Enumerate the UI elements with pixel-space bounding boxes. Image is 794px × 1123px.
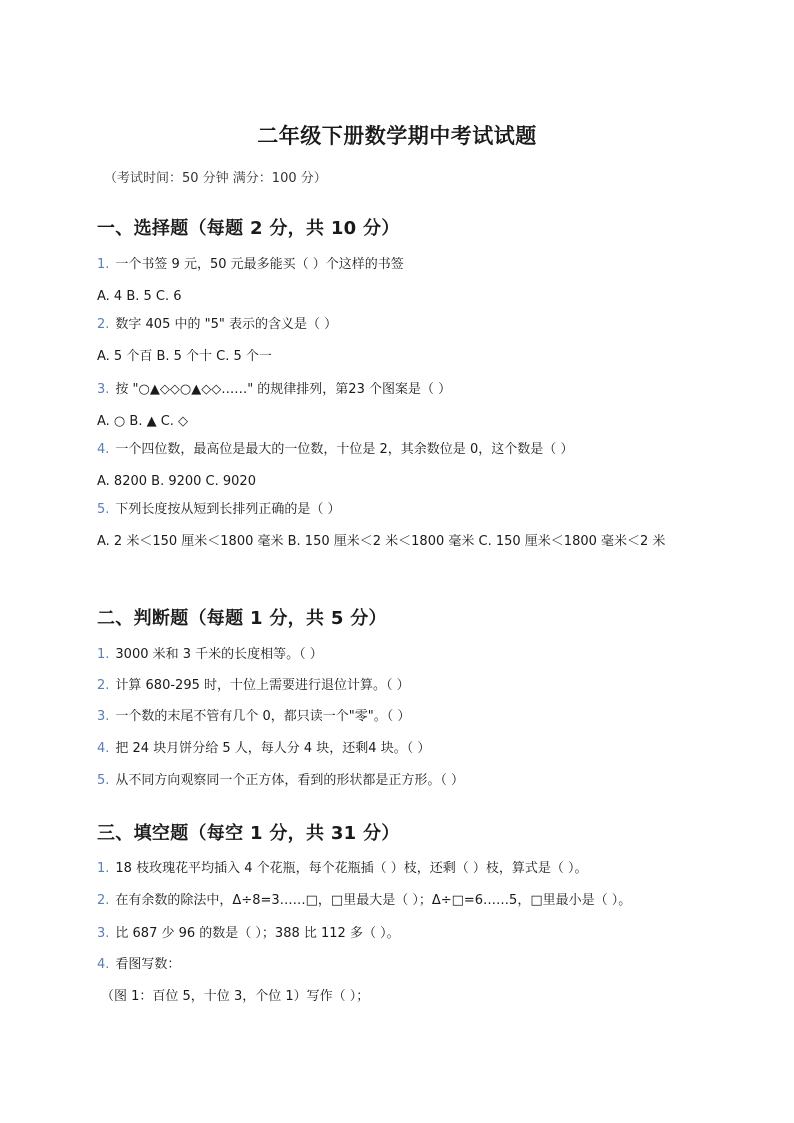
- options-1-2: A. 5 个百 B. 5 个十 C. 5 个一: [97, 349, 272, 364]
- options-1-4: A. 8200 B. 9200 C. 9020: [97, 474, 256, 489]
- question-text: 按 "○▲◇◇○▲◇◇……" 的规律排列，第23 个图案是（ ）: [115, 382, 452, 397]
- page-title: 二年级下册数学期中考试试题: [257, 124, 537, 148]
- options-1-1: A. 4 B. 5 C. 6: [97, 289, 182, 304]
- question-number: 1.: [97, 257, 110, 272]
- question-number: 3.: [97, 926, 110, 941]
- question-text: 一个四位数，最高位是最大的一位数，十位是 2，其余数位是 0，这个数是（ ）: [115, 442, 574, 457]
- question-text: 一个数的末尾不管有几个 0，都只读一个"零"。（ ）: [115, 709, 411, 724]
- question-2-2: [97, 677, 410, 695]
- question-text: 在有余数的除法中，Δ÷8=3……□，□里最大是（ ）；Δ÷□=6……5，□里最小是（ ）。: [115, 893, 632, 908]
- options-1-3: A. ○ B. ▲ C. ◇: [97, 414, 189, 429]
- section-heading-choice: 一、选择题（每题 2 分，共 10 分）: [97, 218, 400, 239]
- question-number: 1.: [97, 861, 110, 876]
- question-1-1: [97, 256, 404, 274]
- question-number: 5.: [97, 773, 110, 788]
- question-2-1: [97, 646, 323, 664]
- question-1-5: [97, 501, 341, 519]
- question-3-1: [97, 860, 588, 878]
- question-text: 18 枝玫瑰花平均插入 4 个花瓶，每个花瓶插（ ）枝，还剩（ ）枝，算式是（ ）。: [115, 861, 588, 876]
- question-3-2: [97, 892, 631, 910]
- question-1-4: [97, 441, 573, 459]
- figure-note: （图 1：百位 5，十位 3，个位 1）写作（ ）；: [101, 989, 370, 1004]
- question-text: 比 687 少 96 的数是（ ）；388 比 112 多（ ）。: [115, 926, 400, 941]
- question-text: 把 24 块月饼分给 5 人，每人分 4 块，还剩4 块。（ ）: [115, 741, 431, 756]
- options-1-5: A. 2 米＜150 厘米＜1800 毫米 B. 150 厘米＜2 米＜1800 毫米 C. 150 厘米＜1800 毫米＜2 米: [97, 534, 666, 549]
- question-number: 2.: [97, 317, 110, 332]
- question-text: 一个书签 9 元，50 元最多能买（ ）个这样的书签: [115, 257, 404, 272]
- question-2-5: [97, 772, 464, 790]
- question-number: 1.: [97, 647, 110, 662]
- question-number: 5.: [97, 502, 110, 517]
- question-number: 3.: [97, 709, 110, 724]
- question-number: 4.: [97, 442, 110, 457]
- question-number: 3.: [97, 382, 110, 397]
- question-3-4: [97, 956, 180, 974]
- question-number: 2.: [97, 678, 110, 693]
- question-text: 数字 405 中的 "5" 表示的含义是（ ）: [115, 317, 338, 332]
- question-number: 2.: [97, 893, 110, 908]
- question-text: 看图写数：: [115, 957, 181, 972]
- question-text: 3000 米和 3 千米的长度相等。（ ）: [115, 647, 323, 662]
- question-number: 4.: [97, 741, 110, 756]
- question-1-3: [97, 381, 451, 399]
- section-heading-judge: 二、判断题（每题 1 分，共 5 分）: [97, 608, 387, 629]
- question-1-2: [97, 316, 337, 334]
- question-2-4: [97, 740, 430, 758]
- section-heading-fill: 三、填空题（每空 1 分，共 31 分）: [97, 823, 400, 844]
- question-text: 从不同方向观察同一个正方体，看到的形状都是正方形。（ ）: [115, 773, 465, 788]
- exam-info: （考试时间：50 分钟 满分：100 分）: [104, 171, 327, 186]
- question-2-3: [97, 708, 410, 726]
- question-number: 4.: [97, 957, 110, 972]
- question-text: 计算 680-295 时，十位上需要进行退位计算。（ ）: [115, 678, 410, 693]
- question-text: 下列长度按从短到长排列正确的是（ ）: [115, 502, 341, 517]
- question-3-3: [97, 925, 400, 943]
